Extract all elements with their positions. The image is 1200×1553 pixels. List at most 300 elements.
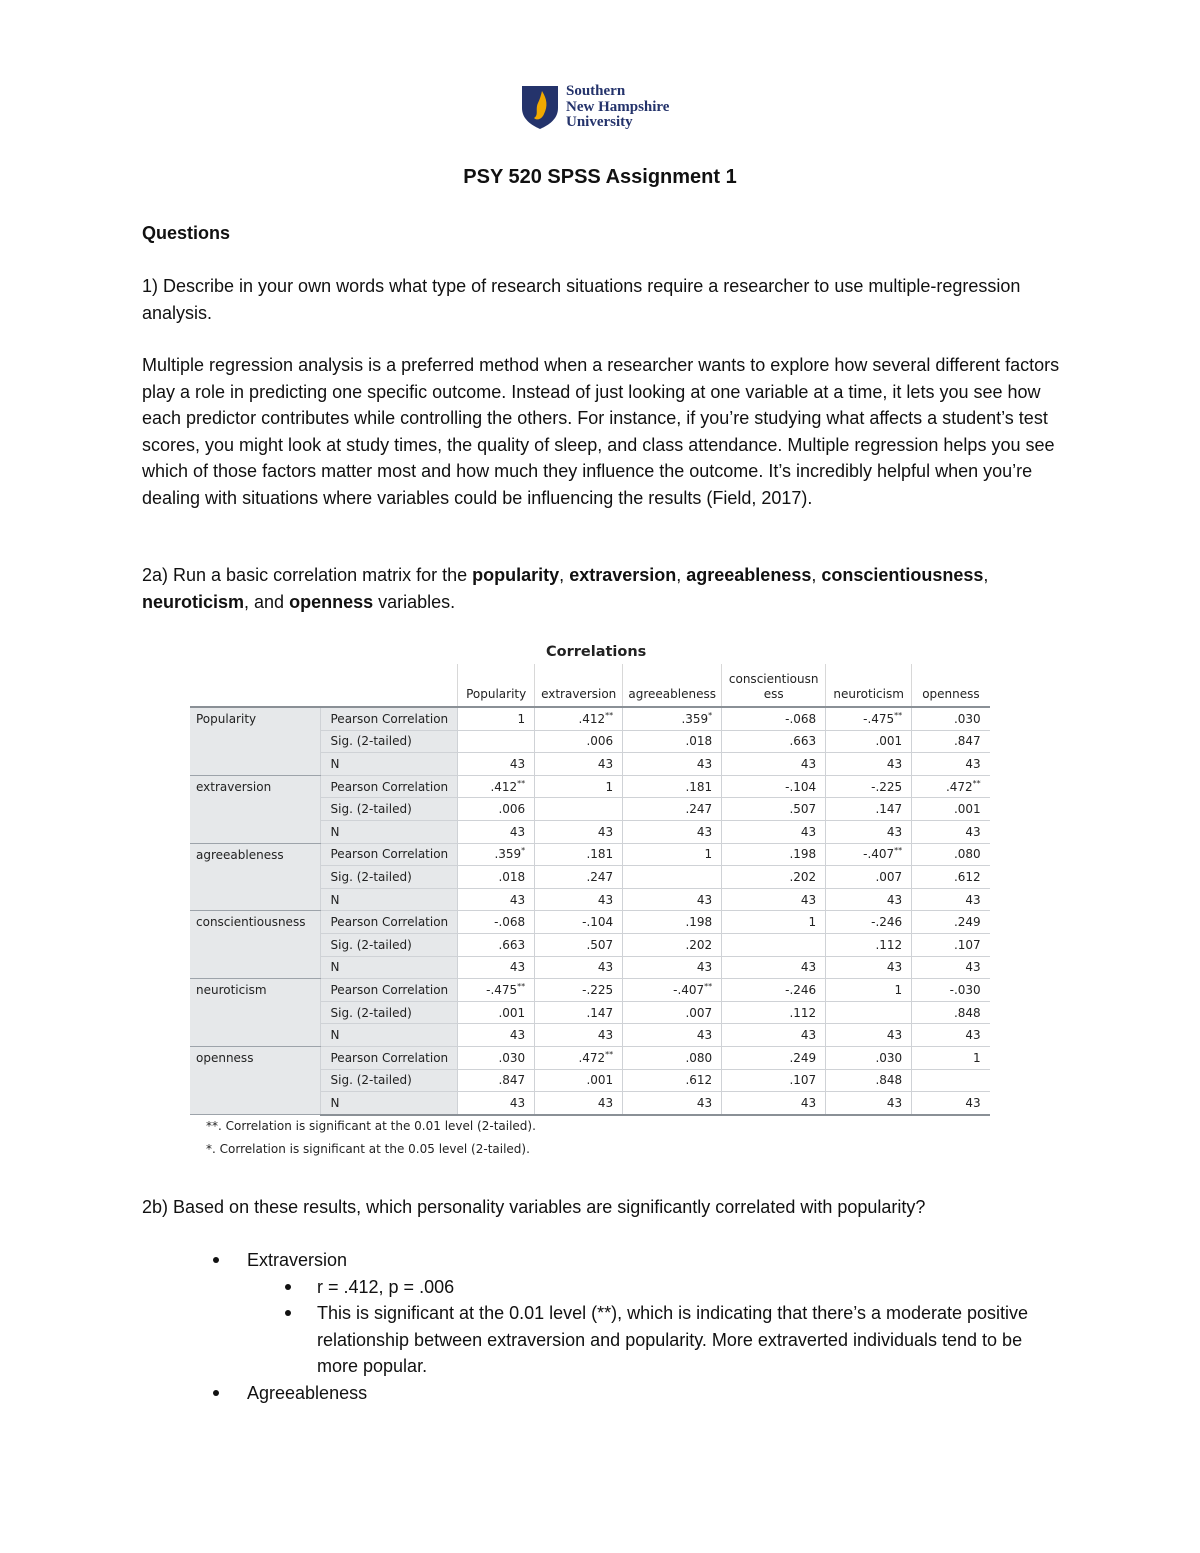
column-header: Popularity: [458, 664, 535, 707]
table-row: [190, 820, 990, 843]
table-row: [190, 1046, 990, 1069]
table-cell: [535, 1001, 623, 1024]
list-item: [142, 1380, 1062, 1407]
cell-value: .359: [494, 847, 522, 862]
table-cell: [826, 911, 912, 934]
cell-value: .147: [586, 1005, 614, 1020]
table-cell: [722, 979, 826, 1002]
cell-value: 43: [800, 824, 817, 839]
table-cell: [623, 775, 722, 798]
table-cell: [722, 730, 826, 753]
table-cell: [826, 707, 912, 730]
bullet-icon: [213, 1390, 219, 1396]
table-cell: [826, 843, 912, 866]
cell-value: 43: [965, 1028, 981, 1043]
cell-value: 43: [696, 756, 713, 771]
question-2b: 2b) Based on these results, which personality variables are significantly correlated with popularity?: [142, 1197, 926, 1217]
table-cell: [722, 820, 826, 843]
significance-mark: **: [894, 846, 903, 856]
cell-value: .018: [685, 734, 713, 749]
table-cell: [826, 888, 912, 911]
column-header: openness: [912, 664, 990, 707]
logo-line-1: Southern: [566, 83, 626, 99]
table-cell: [623, 979, 722, 1002]
table-cell: [458, 1024, 535, 1047]
cell-value: .359: [681, 711, 709, 726]
table-cell: [826, 866, 912, 889]
table-row: [190, 979, 990, 1002]
cell-value: .202: [789, 869, 817, 884]
table-cell: [535, 933, 623, 956]
cell-value: .030: [953, 711, 981, 726]
logo-line-3: University: [566, 114, 633, 130]
table-row: [190, 730, 990, 753]
column-header: conscientiousn ess: [722, 664, 826, 707]
table-cell: [535, 775, 623, 798]
cell-value: 43: [597, 1028, 614, 1043]
cell-value: -.225: [871, 779, 903, 794]
cell-value: -.068: [785, 711, 817, 726]
table-cell: [535, 866, 623, 889]
table-cell: [458, 775, 535, 798]
cell-value: -.104: [582, 915, 614, 930]
cell-value: .848: [953, 1005, 981, 1020]
cell-value: 43: [965, 824, 981, 839]
cell-value: .507: [789, 802, 817, 817]
bullet-icon: [285, 1284, 291, 1290]
row-variable-label: openness: [190, 1046, 320, 1069]
cell-value: .006: [586, 734, 614, 749]
q2a-var-conscientiousness: conscientiousness: [821, 565, 984, 585]
cell-value: .472: [578, 1050, 606, 1065]
cell-value: .112: [875, 937, 903, 952]
cell-value: 43: [800, 960, 817, 975]
table-cell: [912, 798, 990, 821]
header-blank-2: [320, 664, 458, 707]
cell-value: 43: [886, 756, 903, 771]
significance-mark: **: [517, 981, 526, 991]
cell-value: .080: [953, 847, 981, 862]
cell-value: 43: [886, 824, 903, 839]
row-variable-label: [190, 933, 320, 956]
table-cell: [912, 888, 990, 911]
row-stat-label: N: [320, 956, 458, 979]
row-variable-label: [190, 1092, 320, 1115]
cell-value: 43: [696, 892, 713, 907]
cell-value: .412: [490, 779, 518, 794]
row-stat-label: N: [320, 1024, 458, 1047]
correlations-body: [190, 707, 990, 1115]
row-variable-label: [190, 1069, 320, 1092]
list-item-label: Extraversion: [247, 1250, 348, 1270]
table-cell: [535, 979, 623, 1002]
cell-value: 43: [597, 892, 614, 907]
cell-value: .007: [685, 1005, 713, 1020]
table-cell: [535, 730, 623, 753]
cell-value: 1: [517, 711, 526, 726]
row-variable-label: agreeableness: [190, 843, 320, 866]
table-cell: [535, 753, 623, 776]
table-cell: [912, 820, 990, 843]
row-variable-label: [190, 1001, 320, 1024]
cell-value: .181: [586, 847, 614, 862]
cell-value: .249: [789, 1050, 817, 1065]
cell-value: 43: [696, 960, 713, 975]
table-cell: [458, 820, 535, 843]
table-cell: [912, 1092, 990, 1115]
cell-value: .472: [945, 779, 973, 794]
answer-2b-list: [142, 1247, 1062, 1406]
table-cell: [458, 843, 535, 866]
cell-value: 43: [800, 756, 817, 771]
table-row: [190, 1069, 990, 1092]
table-cell: [912, 979, 990, 1002]
correlations-table: [190, 664, 990, 1116]
table-cell: [623, 1092, 722, 1115]
table-cell: [623, 730, 722, 753]
cell-value: .007: [875, 869, 903, 884]
row-variable-label: [190, 956, 320, 979]
list-item: [142, 1300, 1062, 1380]
cell-value: .412: [578, 711, 606, 726]
table-cell: [722, 1024, 826, 1047]
q2a-var-agreeableness: agreeableness: [686, 565, 812, 585]
table-cell: [535, 1069, 623, 1092]
cell-value: -.407: [673, 982, 705, 997]
table-cell: [535, 707, 623, 730]
q2a-sep-3: ,: [811, 565, 822, 585]
cell-value: -.475: [863, 711, 895, 726]
table-row: [190, 707, 990, 730]
table-cell: [458, 753, 535, 776]
table-cell: [535, 911, 623, 934]
table-cell: [535, 1024, 623, 1047]
table-header-row: [190, 664, 990, 707]
question-1: 1) Describe in your own words what type of research situations require a researcher to use multiple-regression analysis.: [142, 276, 1021, 323]
table-cell: [458, 1001, 535, 1024]
table-cell: [458, 707, 535, 730]
cell-value: .198: [789, 847, 817, 862]
table-cell: [535, 1092, 623, 1115]
table-row: [190, 866, 990, 889]
cell-value: 43: [509, 756, 526, 771]
cell-value: 43: [886, 892, 903, 907]
table-cell: [912, 911, 990, 934]
row-stat-label: N: [320, 753, 458, 776]
cell-value: .663: [498, 937, 526, 952]
cell-value: .247: [685, 802, 713, 817]
document-title: PSY 520 SPSS Assignment 1: [463, 166, 737, 188]
cell-value: 1: [973, 1050, 981, 1065]
table-cell: [623, 843, 722, 866]
cell-value: 1: [704, 847, 713, 862]
table-cell: [458, 1046, 535, 1069]
table-cell: [722, 1046, 826, 1069]
row-variable-label: [190, 730, 320, 753]
cell-value: 43: [800, 1095, 817, 1110]
table-cell: [912, 933, 990, 956]
table-cell: [458, 888, 535, 911]
cell-value: .147: [875, 802, 903, 817]
table-cell: [623, 1046, 722, 1069]
table-cell: [623, 956, 722, 979]
cell-value: .001: [586, 1073, 614, 1088]
row-variable-label: [190, 820, 320, 843]
table-cell: [912, 1001, 990, 1024]
cell-value: -.104: [785, 779, 817, 794]
cell-value: .507: [586, 937, 614, 952]
list-item: [142, 1247, 1062, 1274]
cell-value: 43: [509, 824, 526, 839]
cell-value: -.030: [949, 982, 981, 997]
questions-heading: Questions: [142, 223, 231, 243]
cell-value: .001: [498, 1005, 526, 1020]
cell-value: .112: [789, 1005, 817, 1020]
table-cell: [623, 911, 722, 934]
cell-value: .847: [498, 1073, 526, 1088]
table-cell: [623, 1024, 722, 1047]
list-item-label: Agreeableness: [247, 1382, 368, 1403]
table-cell: [458, 866, 535, 889]
cell-value: 43: [886, 1028, 903, 1043]
row-stat-label: N: [320, 820, 458, 843]
cell-value: 43: [696, 824, 713, 839]
table-cell: [826, 1046, 912, 1069]
cell-value: -.246: [785, 982, 817, 997]
table-cell: [623, 1001, 722, 1024]
table-cell: [912, 707, 990, 730]
row-stat-label: N: [320, 888, 458, 911]
table-cell: [458, 956, 535, 979]
significance-mark: **: [605, 710, 614, 720]
list-item-label: This is significant at the 0.01 level (**), which is indicating that there’s a moderate positive relationship between extraversion and popularity. More extraverted individuals tend to be more popular.: [317, 1303, 1029, 1376]
row-stat-label: Sig. (2-tailed): [320, 798, 458, 821]
table-cell: [722, 933, 826, 956]
list-item-label: r = .412, p = .006: [317, 1276, 455, 1297]
table-row: [190, 798, 990, 821]
bullet-icon: [213, 1257, 219, 1263]
cell-value: -.225: [582, 982, 614, 997]
table-cell: [458, 1092, 535, 1115]
cell-value: 43: [696, 1095, 713, 1110]
significance-mark: *: [521, 846, 526, 856]
table-cell: [535, 1046, 623, 1069]
table-cell: [722, 1001, 826, 1024]
q2a-var-extraversion: extraversion: [569, 565, 677, 585]
row-variable-label: [190, 866, 320, 889]
cell-value: -.407: [863, 847, 895, 862]
row-stat-label: Pearson Correlation: [320, 979, 458, 1002]
logo-line-2: New Hampshire: [566, 98, 670, 115]
table-row: [190, 1024, 990, 1047]
cell-value: .181: [685, 779, 713, 794]
cell-value: 43: [965, 960, 981, 975]
table-cell: [623, 866, 722, 889]
row-variable-label: [190, 753, 320, 776]
header-blank-1: [190, 664, 320, 707]
row-variable-label: neuroticism: [190, 979, 320, 1002]
table-cell: [912, 1046, 990, 1069]
row-stat-label: Pearson Correlation: [320, 775, 458, 798]
table-cell: [912, 866, 990, 889]
table-row: [190, 956, 990, 979]
column-header: agreeableness: [623, 664, 722, 707]
table-cell: [623, 707, 722, 730]
row-stat-label: Sig. (2-tailed): [320, 730, 458, 753]
cell-value: 43: [696, 1028, 713, 1043]
table-cell: [826, 1001, 912, 1024]
significance-mark: **: [894, 710, 903, 720]
table-cell: [535, 798, 623, 821]
cell-value: -.475: [486, 982, 518, 997]
cell-value: .030: [875, 1050, 903, 1065]
q2a-sep-5: , and: [244, 591, 290, 612]
table-cell: [722, 798, 826, 821]
table-cell: [912, 730, 990, 753]
table-cell: [826, 1092, 912, 1115]
cell-value: .001: [953, 802, 981, 817]
cell-value: .612: [953, 869, 981, 884]
q2a-var-popularity: popularity: [472, 565, 560, 585]
table-cell: [722, 1092, 826, 1115]
cell-value: .198: [685, 915, 713, 930]
table-cell: [826, 1069, 912, 1092]
row-variable-label: [190, 798, 320, 821]
row-stat-label: Pearson Correlation: [320, 911, 458, 934]
table-cell: [458, 979, 535, 1002]
cell-value: .030: [498, 1050, 526, 1065]
table-cell: [722, 1069, 826, 1092]
cell-value: 43: [597, 1095, 614, 1110]
bullet-icon: [285, 1310, 291, 1316]
table-cell: [722, 888, 826, 911]
table-cell: [458, 730, 535, 753]
cell-value: 43: [800, 1028, 817, 1043]
table-row: [190, 775, 990, 798]
table-row: [190, 1001, 990, 1024]
significance-mark: **: [972, 778, 981, 788]
q2a-prefix: 2a) Run a basic correlation matrix for the: [142, 565, 473, 585]
cell-value: 1: [894, 982, 903, 997]
cell-value: 43: [509, 892, 526, 907]
significance-mark: **: [605, 1049, 614, 1059]
row-stat-label: Pearson Correlation: [320, 707, 458, 730]
shield-flame-icon: [520, 84, 560, 130]
table-cell: [535, 956, 623, 979]
cell-value: 43: [509, 960, 526, 975]
table-cell: [826, 730, 912, 753]
table-cell: [722, 707, 826, 730]
cell-value: .249: [953, 915, 981, 930]
cell-value: .107: [789, 1073, 817, 1088]
logo-wordmark: [566, 84, 696, 131]
cell-value: .247: [586, 869, 614, 884]
table-row: [190, 1092, 990, 1115]
table-cell: [623, 888, 722, 911]
cell-value: -.246: [871, 915, 903, 930]
cell-value: 43: [509, 1095, 526, 1110]
cell-value: .202: [685, 937, 713, 952]
table-cell: [535, 820, 623, 843]
table-cell: [623, 753, 722, 776]
table-cell: [826, 820, 912, 843]
cell-value: 43: [965, 1095, 981, 1110]
table-cell: [458, 911, 535, 934]
row-variable-label: [190, 1024, 320, 1047]
column-header: extraversion: [535, 664, 623, 707]
list-item: [142, 1274, 1062, 1301]
question-2a: [142, 562, 1072, 615]
table-cell: [535, 843, 623, 866]
cell-value: .107: [953, 937, 981, 952]
table-cell: [623, 933, 722, 956]
answer-1: Multiple regression analysis is a preferred method when a researcher wants to explore how several different factors play a role in predicting one specific outcome. Instead of just looking at one variable at a time, it lets you see how each predictor contributes while controlling the others. For instance, if you’re studying what affects a student’s test scores, you might look at study times, the quality of sleep, and class attendance. Multiple regression helps you see which of those factors matter most and how much they influence the outcome. It’s incredibly helpful when you’re dealing with situations where variables could be influencing the results (Field, 2017).: [142, 355, 1060, 508]
cell-value: .080: [685, 1050, 713, 1065]
cell-value: 43: [800, 892, 817, 907]
cell-value: .848: [875, 1073, 903, 1088]
table-row: [190, 888, 990, 911]
cell-value: .847: [953, 734, 981, 749]
cell-value: .006: [498, 802, 526, 817]
cell-value: 43: [509, 1028, 526, 1043]
table-cell: [826, 775, 912, 798]
table-cell: [826, 933, 912, 956]
table-cell: [826, 956, 912, 979]
footnote-1: **. Correlation is significant at the 0.01 level (2-tailed).: [206, 1119, 536, 1133]
table-cell: [826, 753, 912, 776]
q2a-suffix: variables.: [373, 591, 456, 612]
cell-value: .018: [498, 869, 526, 884]
table-cell: [623, 820, 722, 843]
table-cell: [722, 866, 826, 889]
cell-value: 43: [597, 960, 614, 975]
cell-value: 43: [597, 824, 614, 839]
cell-value: .001: [875, 734, 903, 749]
table-cell: [458, 1069, 535, 1092]
table-cell: [722, 843, 826, 866]
cell-value: 43: [597, 756, 614, 771]
row-stat-label: Pearson Correlation: [320, 1046, 458, 1069]
row-stat-label: Pearson Correlation: [320, 843, 458, 866]
cell-value: 43: [886, 960, 903, 975]
table-cell: [912, 1024, 990, 1047]
cell-value: 43: [965, 756, 981, 771]
table-cell: [912, 775, 990, 798]
table-cell: [722, 753, 826, 776]
significance-mark: *: [708, 710, 713, 720]
table-row: [190, 843, 990, 866]
cell-value: .663: [789, 734, 817, 749]
cell-value: 43: [965, 892, 981, 907]
table-cell: [912, 843, 990, 866]
row-stat-label: Sig. (2-tailed): [320, 933, 458, 956]
table-cell: [722, 775, 826, 798]
table-cell: [722, 911, 826, 934]
table-cell: [458, 798, 535, 821]
correlations-title: Correlations: [546, 644, 647, 660]
table-cell: [458, 933, 535, 956]
q2a-var-openness: openness: [289, 591, 374, 612]
row-stat-label: Sig. (2-tailed): [320, 866, 458, 889]
row-stat-label: N: [320, 1092, 458, 1115]
q2a-sep-2: ,: [676, 565, 687, 585]
table-cell: [535, 888, 623, 911]
cell-value: 43: [886, 1095, 903, 1110]
cell-value: .612: [685, 1073, 713, 1088]
table-row: [190, 933, 990, 956]
significance-mark: **: [704, 981, 713, 991]
footnote-2: *. Correlation is significant at the 0.05 level (2-tailed).: [206, 1142, 530, 1156]
